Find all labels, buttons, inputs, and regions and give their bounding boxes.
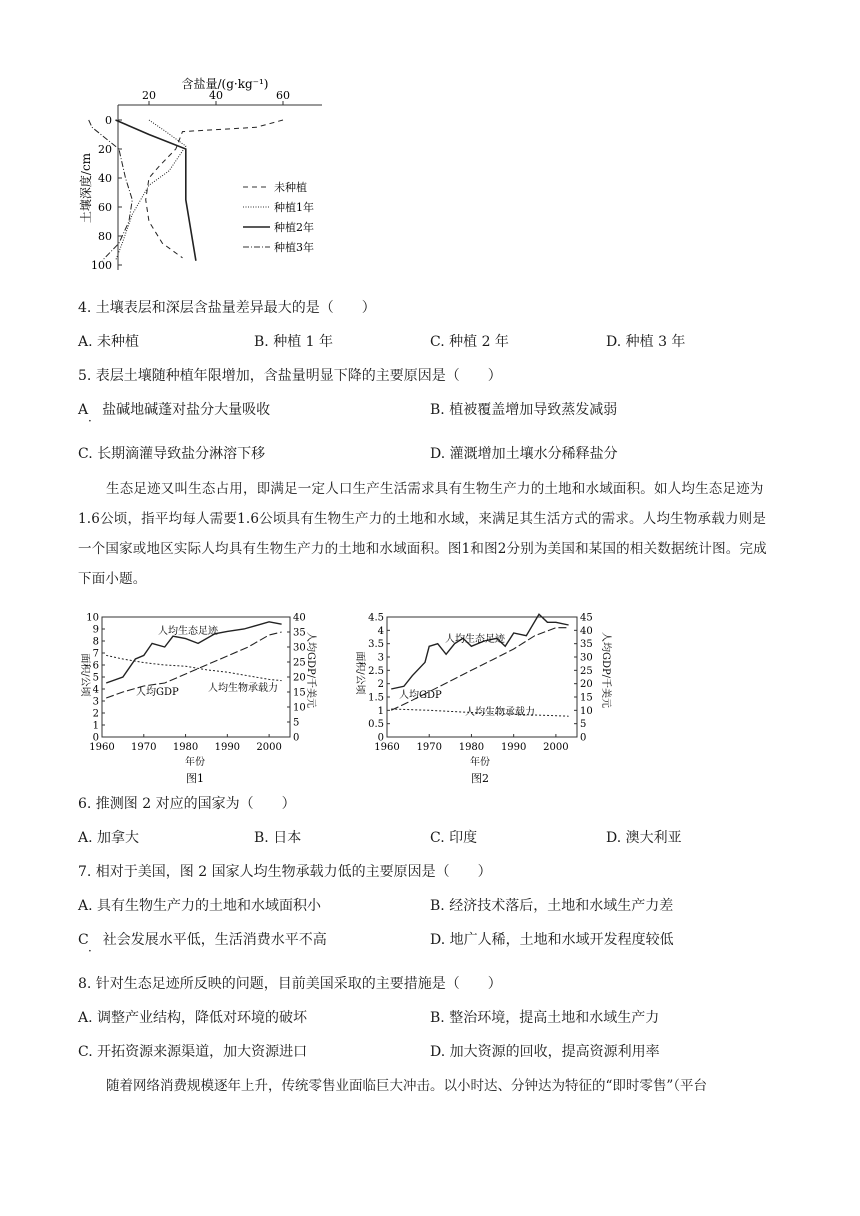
ytick-right-label: 15 — [580, 692, 593, 704]
fig2-caption: 图2 — [471, 772, 489, 785]
q8-option-a[interactable]: A. 调整产业结构，降低对环境的破坏 — [78, 1010, 308, 1026]
ytick-right-label: 20 — [293, 672, 306, 684]
q4-option-c[interactable]: C. 种植 2 年 — [430, 334, 509, 350]
xtick-label: 2000 — [543, 742, 569, 753]
fig1-label-gdp: 人均GDP — [136, 687, 179, 698]
figure-2-chart — [345, 605, 615, 790]
series-line-3 — [106, 655, 281, 680]
soil-xtick: 60 — [276, 89, 290, 102]
ytick-left-label: 5 — [92, 672, 99, 684]
soil-ytick-label: 80 — [98, 230, 112, 243]
xtick-label: 1960 — [89, 742, 115, 753]
soil-salt-chart — [60, 70, 340, 280]
q8-option-c[interactable]: C. 开拓资源来源渠道，加大资源进口 — [78, 1044, 308, 1060]
soil-xtick: 40 — [209, 89, 223, 102]
fig1-ylabel-right: 人均GDP/千美元 — [305, 631, 316, 709]
xtick-label: 1990 — [500, 742, 527, 753]
q6-option-a[interactable]: A. 加拿大 — [78, 830, 140, 846]
series-line-1 — [391, 614, 568, 689]
ytick-left-label: 7 — [92, 648, 99, 660]
ytick-left-label: 3 — [92, 696, 99, 708]
ytick-right-label: 25 — [293, 657, 306, 669]
xtick-label: 1980 — [458, 742, 485, 753]
ytick-right-label: 5 — [580, 719, 587, 731]
fig1-xlabel: 年份 — [185, 757, 205, 768]
passage-ecological-footprint: 生态足迹又叫生态占用，即满足一定人口生产生活需求具有生物生产力的土地和水域面积。如人均生态足迹为1.6公顷，指平均每人需要1.6公顷具有生物生产力的土地和水域，来满足其生活方式的需求。人均生物承载力则是一个国家或地区实际人均具有生物生产力的土地和水域面积。图1和图2分别为美国和某国的相关数据统计图。完成下面小题。 — [78, 481, 767, 587]
fig2-label-capacity: 人均生物承载力 — [465, 707, 535, 718]
ytick-right-label: 10 — [580, 705, 593, 717]
ytick-left-label: 0 — [377, 732, 384, 744]
ytick-left-label: 1 — [92, 720, 99, 732]
xtick-label: 1990 — [214, 742, 241, 753]
soil-ytick-label: 20 — [98, 143, 112, 156]
ytick-left-label: 2 — [92, 708, 99, 720]
ytick-left-label: 1 — [377, 705, 384, 717]
ytick-left-label: 8 — [92, 636, 99, 648]
ytick-right-label: 20 — [580, 679, 593, 691]
option-dot-mark: · — [88, 944, 92, 958]
soil-series-2 — [116, 120, 186, 261]
ytick-left-label: 2 — [377, 679, 384, 691]
soil-xtick: 20 — [142, 89, 156, 102]
q8-option-b[interactable]: B. 整治环境，提高土地和水域生产力 — [430, 1010, 660, 1026]
fig1-ylabel-left: 面积/公顷 — [79, 653, 90, 697]
q6-option-c[interactable]: C. 印度 — [430, 830, 478, 846]
ytick-right-label: 30 — [293, 642, 306, 654]
fig1-label-capacity: 人均生物承载力 — [208, 683, 278, 694]
passage-instant-retail: 随着网络消费规模逐年上升，传统零售业面临巨大冲击。以小时达、分钟达为特征的“即时零售”（平台 — [106, 1078, 708, 1094]
ytick-right-label: 0 — [580, 732, 587, 744]
q8-option-d[interactable]: D. 加大资源的回收，提高资源利用率 — [430, 1044, 660, 1060]
q6-option-d[interactable]: D. 澳大利亚 — [606, 830, 682, 846]
xtick-label: 2000 — [256, 742, 282, 753]
option-dot-mark: · — [88, 414, 92, 428]
ytick-left-label: 6 — [92, 660, 99, 672]
q5-option-b[interactable]: B. 植被覆盖增加导致蒸发减弱 — [430, 402, 618, 418]
ytick-right-label: 30 — [580, 652, 593, 664]
soil-xlabel: 含盐量/(g·kg⁻¹) — [181, 77, 269, 91]
q4-option-b[interactable]: B. 种植 1 年 — [254, 334, 333, 350]
q7-option-d[interactable]: D. 地广人稀，土地和水域开发程度较低 — [430, 932, 674, 948]
q5-option-a[interactable]: A 盐碱地碱蓬对盐分大量吸收 — [78, 402, 271, 418]
ytick-right-label: 0 — [293, 732, 300, 744]
q4-option-a[interactable]: A. 未种植 — [78, 334, 140, 350]
q7-stem: 7. 相对于美国，图 2 国家人均生物承载力低的主要原因是（ ） — [78, 864, 492, 880]
q5-option-d[interactable]: D. 灌溉增加土壤水分稀释盐分 — [430, 446, 618, 462]
ytick-left-label: 4.5 — [368, 612, 384, 624]
ytick-left-label: 4 — [92, 684, 99, 696]
soil-legend-0: 未种植 — [274, 181, 307, 194]
ytick-right-label: 15 — [293, 687, 306, 699]
ytick-left-label: 4 — [377, 625, 384, 637]
ytick-left-label: 10 — [86, 612, 99, 624]
ytick-left-label: 0 — [92, 732, 99, 744]
ytick-left-label: 3.5 — [368, 639, 384, 651]
ytick-left-label: 3 — [377, 652, 384, 664]
fig1-caption: 图1 — [186, 772, 204, 785]
soil-legend-2: 种植2年 — [274, 221, 314, 234]
ytick-right-label: 25 — [580, 665, 593, 677]
ytick-right-label: 5 — [293, 717, 300, 729]
soil-ytick-label: 0 — [105, 114, 112, 127]
soil-ytick-label: 40 — [98, 172, 112, 185]
ytick-right-label: 35 — [580, 639, 593, 651]
figure-1-chart — [70, 605, 320, 790]
ytick-right-label: 40 — [293, 612, 306, 624]
fig2-xlabel: 年份 — [470, 757, 490, 768]
fig2-label-footprint: 人均生态足迹 — [445, 634, 505, 645]
xtick-label: 1960 — [374, 742, 400, 753]
ytick-right-label: 10 — [293, 702, 306, 714]
soil-series-3 — [116, 120, 196, 261]
q7-option-b[interactable]: B. 经济技术落后，土地和水域生产力差 — [430, 898, 674, 914]
q8-stem: 8. 针对生态足迹所反映的问题，目前美国采取的主要措施是（ ） — [78, 976, 502, 992]
soil-legend-3: 种植3年 — [274, 241, 314, 254]
q5-stem: 5. 表层土壤随种植年限增加，含盐量明显下降的主要原因是（ ） — [78, 368, 502, 384]
ytick-left-label: 1.5 — [368, 692, 384, 704]
ytick-left-label: 2.5 — [368, 665, 384, 677]
ytick-left-label: 0.5 — [368, 719, 384, 731]
soil-ytick-label: 100 — [91, 259, 112, 272]
fig2-label-gdp: 人均GDP — [399, 690, 442, 701]
fig2-ylabel-right: 人均GDP/千美元 — [600, 631, 611, 709]
q5-option-c[interactable]: C. 长期滴灌导致盐分淋溶下移 — [78, 446, 266, 462]
ytick-left-label: 9 — [92, 624, 99, 636]
q4-option-d[interactable]: D. 种植 3 年 — [606, 334, 686, 350]
soil-ylabel: 土壤深度/cm — [79, 152, 93, 224]
fig2-ylabel-left: 面积/公顷 — [354, 651, 365, 695]
q7-option-c[interactable]: C 社会发展水平低，生活消费水平不高 — [78, 932, 327, 948]
xtick-label: 1980 — [172, 742, 199, 753]
fig1-label-footprint: 人均生态足迹 — [158, 626, 218, 637]
xtick-label: 1970 — [131, 742, 157, 753]
xtick-label: 1970 — [416, 742, 442, 753]
soil-legend-1: 种植1年 — [274, 201, 314, 214]
soil-ytick-label: 60 — [98, 201, 112, 214]
q6-stem: 6. 推测图 2 对应的国家为（ ） — [78, 796, 296, 812]
ytick-right-label: 35 — [293, 627, 306, 639]
q4-stem: 4. 土壤表层和深层含盐量差异最大的是（ ） — [78, 300, 376, 316]
q6-option-b[interactable]: B. 日本 — [254, 830, 302, 846]
ytick-right-label: 45 — [580, 612, 593, 624]
q7-option-a[interactable]: A. 具有生物生产力的土地和水域面积小 — [78, 898, 322, 914]
ytick-right-label: 40 — [580, 625, 593, 637]
